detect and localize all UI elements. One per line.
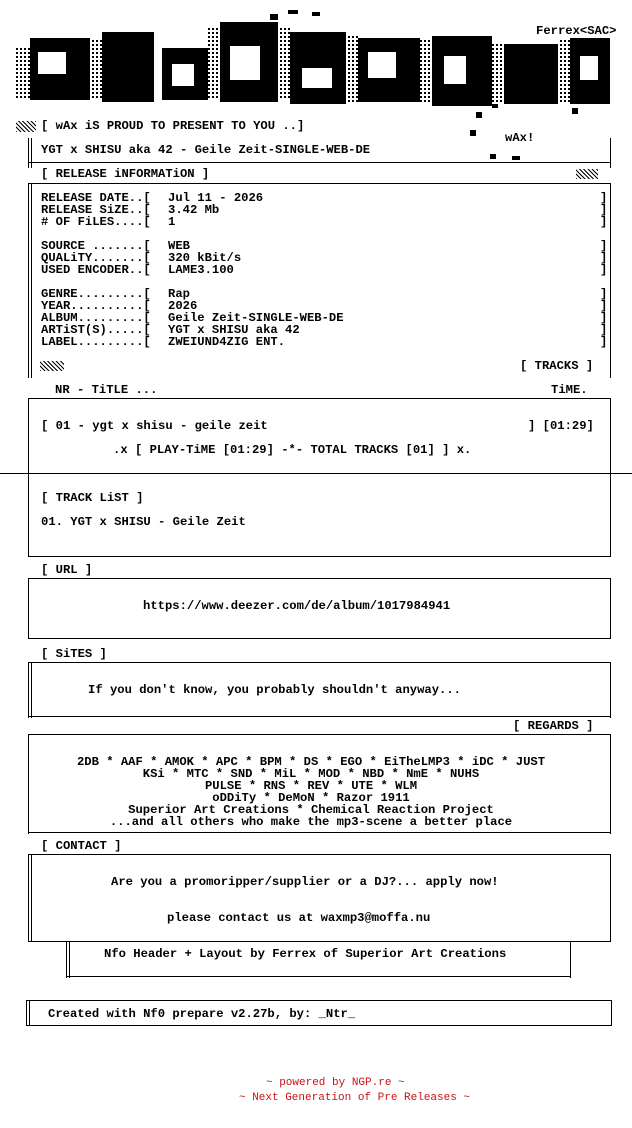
info-value: LAME3.100	[168, 263, 234, 277]
track-line: [ 01 - ygt x shisu - geile zeit	[41, 419, 268, 433]
shade-block	[576, 169, 598, 179]
tracks-heading: [ TRACKS ]	[520, 359, 594, 373]
info-bracket: ]	[600, 239, 608, 253]
album-url[interactable]: https://www.deezer.com/de/album/1017984941	[143, 599, 451, 613]
info-bracket: ]	[600, 203, 608, 217]
contact-heading: [ CONTACT ]	[41, 839, 122, 853]
track-list-heading: [ TRACK LiST ]	[41, 491, 144, 505]
info-label: RELEASE SiZE..[	[41, 203, 151, 217]
info-label: QUALiTY.......[	[41, 251, 151, 265]
info-label: ALBUM.........[	[41, 311, 151, 325]
shade-block	[40, 361, 64, 371]
info-value: 1	[168, 215, 176, 229]
ngp-slogan: ~ Next Generation of Pre Releases ~	[239, 1092, 471, 1104]
info-value: Jul 11 - 2026	[168, 191, 264, 205]
info-label: YEAR..........[	[41, 299, 151, 313]
track-time: ] [01:29]	[528, 419, 594, 433]
url-heading: [ URL ]	[41, 563, 93, 577]
info-value: WEB	[168, 239, 190, 253]
regards-line: PULSE * RNS * REV * UTE * WLM	[204, 779, 418, 793]
release-info-heading: [ RELEASE iNFORMATiON ]	[41, 167, 210, 181]
info-bracket: ]	[600, 191, 608, 205]
group-tag: wAx!	[505, 131, 535, 145]
info-label: USED ENCODER..[	[41, 263, 151, 277]
column-nr-title: NR - TiTLE ...	[55, 383, 158, 397]
ascii-logo-art	[12, 8, 624, 120]
info-bracket: ]	[600, 263, 608, 277]
regards-line: 2DB * AAF * AMOK * APC * BPM * DS * EGO * EiTheLMP3 * iDC * JUST	[76, 755, 546, 769]
info-label: ARTiST(S).....[	[41, 323, 151, 337]
powered-by-link[interactable]: ~ powered by NGP.re ~	[266, 1077, 405, 1089]
pixel-deco	[490, 154, 496, 159]
info-label: LABEL.........[	[41, 335, 151, 349]
created-with: Created with Nf0 prepare v2.27b, by: _Ntr_	[48, 1007, 356, 1021]
info-bracket: ]	[600, 335, 608, 349]
regards-line: KSi * MTC * SND * MiL * MOD * NBD * NmE * NUHS	[142, 767, 480, 781]
info-bracket: ]	[600, 287, 608, 301]
info-bracket: ]	[600, 311, 608, 325]
info-label: RELEASE DATE..[	[41, 191, 151, 205]
info-bracket: ]	[600, 251, 608, 265]
regards-line: Superior Art Creations * Chemical Reaction Project	[128, 803, 494, 817]
sites-heading: [ SiTES ]	[41, 647, 107, 661]
info-bracket: ]	[600, 323, 608, 337]
info-bracket: ]	[600, 215, 608, 229]
pixel-deco	[470, 130, 476, 136]
info-value: Rap	[168, 287, 190, 301]
pixel-deco	[512, 156, 520, 160]
info-value: ZWEIUND4ZIG ENT.	[168, 335, 286, 349]
shade-block	[16, 121, 36, 132]
release-title: YGT x SHISU aka 42 - Geile Zeit-SINGLE-WEB-DE	[41, 143, 371, 157]
info-value: YGT x SHISU aka 42	[168, 323, 300, 337]
info-value: Geile Zeit-SINGLE-WEB-DE	[168, 311, 344, 325]
release-tagline: [ wAx iS PROUD TO PRESENT TO YOU ..]	[41, 119, 305, 133]
artist-credit: Ferrex<SAC>	[536, 24, 617, 38]
column-time: TiME.	[551, 383, 588, 397]
regards-line: oDDiTy * DeMoN * Razor 1911	[212, 791, 410, 805]
info-value: 320 kBit/s	[168, 251, 242, 265]
regards-heading: [ REGARDS ]	[513, 719, 594, 733]
contact-apply: Are you a promoripper/supplier or a DJ?... apply now!	[111, 875, 499, 889]
layout-credit: Nfo Header + Layout by Ferrex of Superior Art Creations	[104, 947, 507, 961]
regards-line: ...and all others who make the mp3-scene a better place	[109, 815, 513, 829]
playtime-summary: .x [ PLAY-TiME [01:29] -*- TOTAL TRACKS [01] ] x.	[113, 443, 472, 457]
info-label: SOURCE .......[	[41, 239, 151, 253]
info-value: 2026	[168, 299, 198, 313]
track-list-item: 01. YGT x SHISU - Geile Zeit	[41, 515, 246, 529]
info-label: # OF FiLES....[	[41, 215, 151, 229]
sites-text: If you don't know, you probably shouldn't anyway...	[88, 683, 461, 697]
info-value: 3.42 Mb	[168, 203, 220, 217]
contact-email[interactable]: please contact us at waxmp3@moffa.nu	[167, 911, 431, 925]
info-label: GENRE.........[	[41, 287, 151, 301]
info-bracket: ]	[600, 299, 608, 313]
